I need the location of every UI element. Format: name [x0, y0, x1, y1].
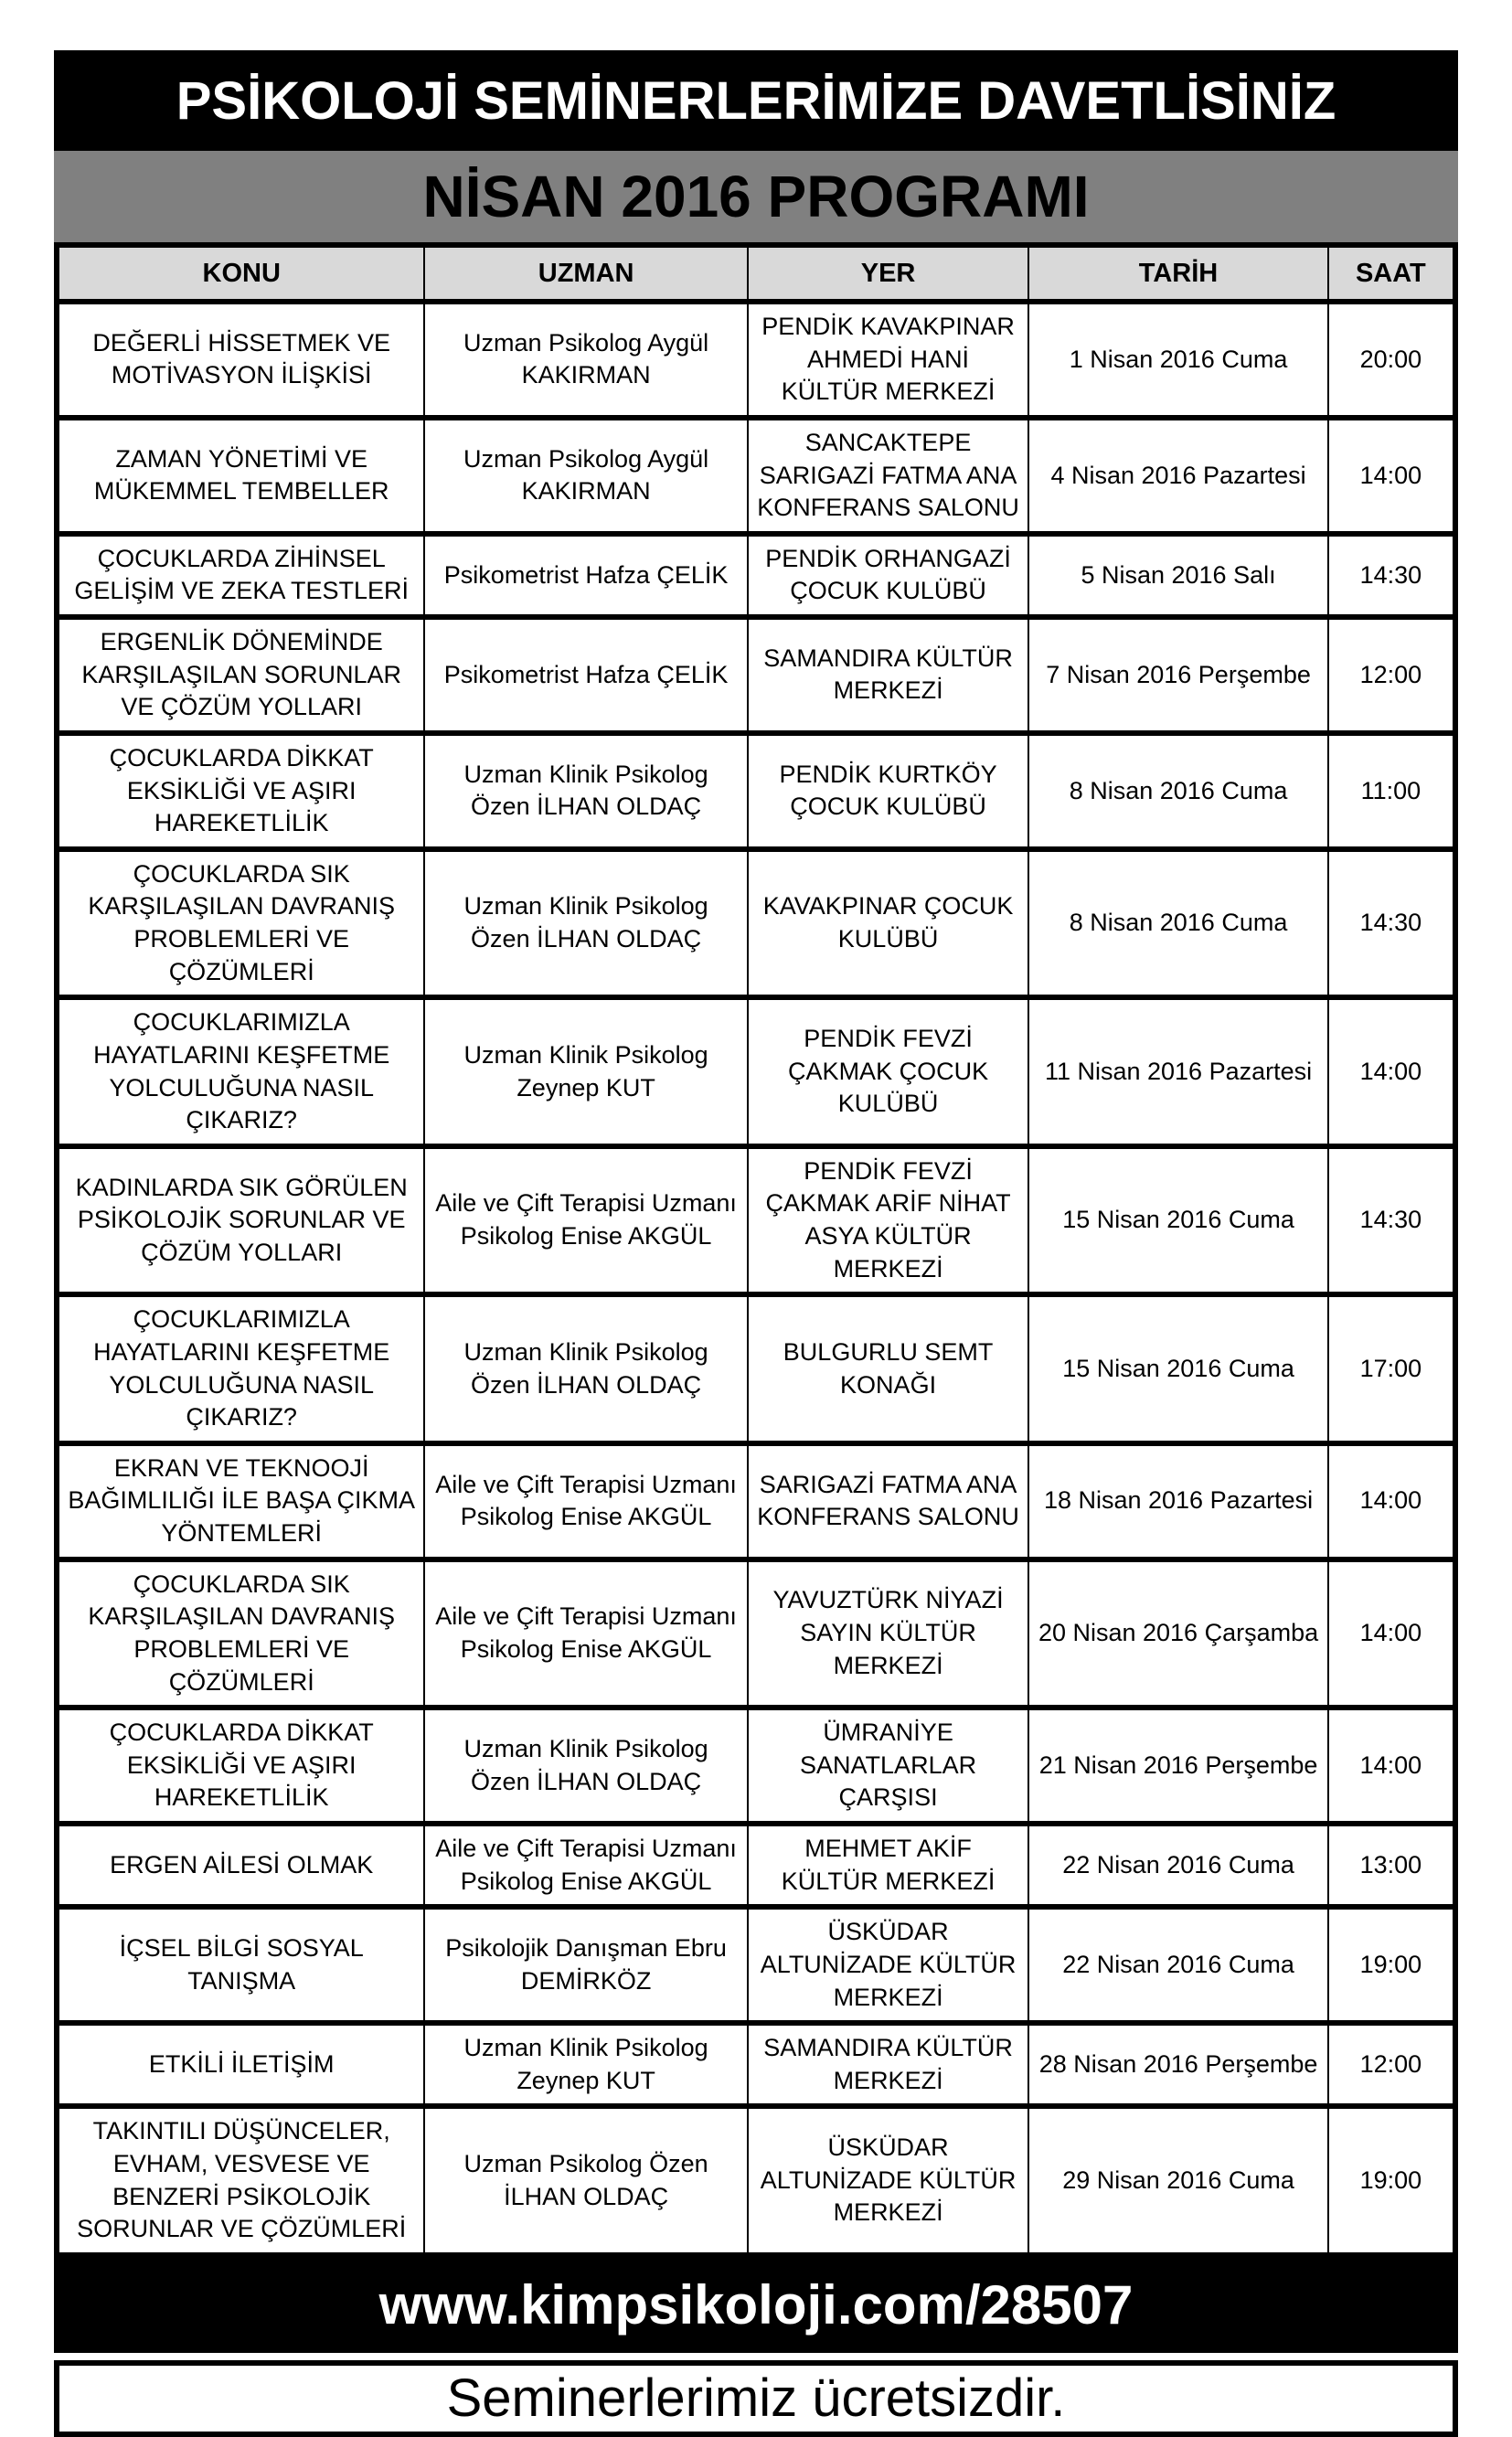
column-header-uzman: UZMAN: [424, 245, 747, 302]
cell-konu: ÇOCUKLARIMIZLA HAYATLARINI KEŞFETME YOLCULUĞUNA NASIL ÇIKARIZ?: [57, 1294, 424, 1443]
cell-tarih: 8 Nisan 2016 Cuma: [1028, 733, 1327, 849]
cell-saat: 12:00: [1328, 2023, 1455, 2106]
cell-yer: YAVUZTÜRK NİYAZİ SAYIN KÜLTÜR MERKEZİ: [748, 1559, 1029, 1708]
header-row: [57, 245, 1455, 302]
table-row: [57, 1907, 1455, 2023]
cell-uzman: Uzman Klinik Psikolog Özen İLHAN OLDAÇ: [424, 1708, 747, 1824]
cell-konu: ERGENLİK DÖNEMİNDE KARŞILAŞILAN SORUNLAR VE ÇÖZÜM YOLLARI: [57, 617, 424, 733]
cell-konu: ÇOCUKLARDA SIK KARŞILAŞILAN DAVRANIŞ PROBLEMLERİ VE ÇÖZÜMLERİ: [57, 849, 424, 998]
title-banner: [54, 50, 1458, 151]
cell-uzman: Uzman Klinik Psikolog Zeynep KUT: [424, 997, 747, 1146]
table-row: [57, 418, 1455, 534]
cell-saat: 19:00: [1328, 2106, 1455, 2255]
cell-yer: PENDİK FEVZİ ÇAKMAK ARİF NİHAT ASYA KÜLTÜR MERKEZİ: [748, 1146, 1029, 1295]
free-note-banner: [54, 2360, 1458, 2437]
cell-konu: DEĞERLİ HİSSETMEK VE MOTİVASYON İLİŞKİSİ: [57, 302, 424, 418]
cell-tarih: 20 Nisan 2016 Çarşamba: [1028, 1559, 1327, 1708]
cell-yer: KAVAKPINAR ÇOCUK KULÜBÜ: [748, 849, 1029, 998]
cell-yer: SANCAKTEPE SARIGAZİ FATMA ANA KONFERANS SALONU: [748, 418, 1029, 534]
cell-uzman: Uzman Psikolog Aygül KAKIRMAN: [424, 302, 747, 418]
cell-tarih: 28 Nisan 2016 Perşembe: [1028, 2023, 1327, 2106]
website-banner: [54, 2258, 1458, 2353]
cell-saat: 12:00: [1328, 617, 1455, 733]
cell-yer: PENDİK FEVZİ ÇAKMAK ÇOCUK KULÜBÜ: [748, 997, 1029, 1146]
table-row: [57, 1294, 1455, 1443]
table-row: [57, 302, 1455, 418]
cell-yer: SAMANDIRA KÜLTÜR MERKEZİ: [748, 2023, 1029, 2106]
cell-konu: KADINLARDA SIK GÖRÜLEN PSİKOLOJİK SORUNLAR VE ÇÖZÜM YOLLARI: [57, 1146, 424, 1295]
cell-tarih: 22 Nisan 2016 Cuma: [1028, 1907, 1327, 2023]
table-row: [57, 1146, 1455, 1295]
cell-tarih: 1 Nisan 2016 Cuma: [1028, 302, 1327, 418]
cell-saat: 14:00: [1328, 418, 1455, 534]
column-header-saat: SAAT: [1328, 245, 1455, 302]
table-body: [57, 302, 1455, 2255]
cell-tarih: 15 Nisan 2016 Cuma: [1028, 1294, 1327, 1443]
cell-saat: 19:00: [1328, 1907, 1455, 2023]
table-row: [57, 1708, 1455, 1824]
cell-yer: PENDİK KAVAKPINAR AHMEDİ HANİ KÜLTÜR MERKEZİ: [748, 302, 1029, 418]
cell-uzman: Uzman Psikolog Özen İLHAN OLDAÇ: [424, 2106, 747, 2255]
cell-uzman: Aile ve Çift Terapisi Uzmanı Psikolog Enise AKGÜL: [424, 1443, 747, 1559]
cell-yer: PENDİK KURTKÖY ÇOCUK KULÜBÜ: [748, 733, 1029, 849]
cell-tarih: 11 Nisan 2016 Pazartesi: [1028, 997, 1327, 1146]
cell-uzman: Uzman Klinik Psikolog Özen İLHAN OLDAÇ: [424, 849, 747, 998]
cell-tarih: 15 Nisan 2016 Cuma: [1028, 1146, 1327, 1295]
cell-saat: 14:00: [1328, 997, 1455, 1146]
cell-saat: 13:00: [1328, 1824, 1455, 1907]
cell-tarih: 18 Nisan 2016 Pazartesi: [1028, 1443, 1327, 1559]
table-row: [57, 733, 1455, 849]
cell-yer: ÜSKÜDAR ALTUNİZADE KÜLTÜR MERKEZİ: [748, 1907, 1029, 2023]
cell-uzman: Aile ve Çift Terapisi Uzmanı Psikolog Enise AKGÜL: [424, 1559, 747, 1708]
cell-saat: 14:00: [1328, 1443, 1455, 1559]
cell-saat: 14:30: [1328, 849, 1455, 998]
cell-yer: PENDİK ORHANGAZİ ÇOCUK KULÜBÜ: [748, 534, 1029, 617]
cell-konu: TAKINTILI DÜŞÜNCELER, EVHAM, VESVESE VE BENZERİ PSİKOLOJİK SORUNLAR VE ÇÖZÜMLERİ: [57, 2106, 424, 2255]
cell-saat: 17:00: [1328, 1294, 1455, 1443]
cell-konu: ETKİLİ İLETİŞİM: [57, 2023, 424, 2106]
cell-saat: 14:00: [1328, 1559, 1455, 1708]
cell-uzman: Uzman Psikolog Aygül KAKIRMAN: [424, 418, 747, 534]
free-note-text: Seminerlerimiz ücretsizdir.: [446, 2368, 1066, 2429]
cell-uzman: Psikolojik Danışman Ebru DEMİRKÖZ: [424, 1907, 747, 2023]
cell-tarih: 29 Nisan 2016 Cuma: [1028, 2106, 1327, 2255]
column-header-yer: YER: [748, 245, 1029, 302]
cell-uzman: Aile ve Çift Terapisi Uzmanı Psikolog Enise AKGÜL: [424, 1824, 747, 1907]
cell-tarih: 8 Nisan 2016 Cuma: [1028, 849, 1327, 998]
cell-yer: SAMANDIRA KÜLTÜR MERKEZİ: [748, 617, 1029, 733]
cell-tarih: 21 Nisan 2016 Perşembe: [1028, 1708, 1327, 1824]
cell-tarih: 4 Nisan 2016 Pazartesi: [1028, 418, 1327, 534]
cell-saat: 11:00: [1328, 733, 1455, 849]
table-row: [57, 1559, 1455, 1708]
cell-saat: 14:30: [1328, 1146, 1455, 1295]
cell-saat: 20:00: [1328, 302, 1455, 418]
table-row: [57, 1824, 1455, 1907]
program-table: [54, 242, 1458, 2258]
cell-uzman: Uzman Klinik Psikolog Özen İLHAN OLDAÇ: [424, 733, 747, 849]
cell-konu: ÇOCUKLARDA DİKKAT EKSİKLİĞİ VE AŞIRI HAREKETLİLİK: [57, 1708, 424, 1824]
column-header-tarih: TARİH: [1028, 245, 1327, 302]
cell-saat: 14:00: [1328, 1708, 1455, 1824]
cell-yer: MEHMET AKİF KÜLTÜR MERKEZİ: [748, 1824, 1029, 1907]
cell-konu: ÇOCUKLARIMIZLA HAYATLARINI KEŞFETME YOLCULUĞUNA NASIL ÇIKARIZ?: [57, 997, 424, 1146]
table-row: [57, 1443, 1455, 1559]
cell-uzman: Aile ve Çift Terapisi Uzmanı Psikolog Enise AKGÜL: [424, 1146, 747, 1295]
cell-saat: 14:30: [1328, 534, 1455, 617]
cell-tarih: 7 Nisan 2016 Perşembe: [1028, 617, 1327, 733]
table-row: [57, 617, 1455, 733]
cell-konu: EKRAN VE TEKNOOJİ BAĞIMLILIĞI İLE BAŞA ÇIKMA YÖNTEMLERİ: [57, 1443, 424, 1559]
flyer-subtitle: NİSAN 2016 PROGRAMI: [422, 164, 1090, 229]
table-row: [57, 2023, 1455, 2106]
column-header-konu: KONU: [57, 245, 424, 302]
cell-yer: ÜMRANİYE SANATLARLAR ÇARŞISI: [748, 1708, 1029, 1824]
cell-konu: ERGEN AİLESİ OLMAK: [57, 1824, 424, 1907]
cell-uzman: Psikometrist Hafza ÇELİK: [424, 617, 747, 733]
cell-uzman: Uzman Klinik Psikolog Özen İLHAN OLDAÇ: [424, 1294, 747, 1443]
cell-yer: SARIGAZİ FATMA ANA KONFERANS SALONU: [748, 1443, 1029, 1559]
cell-tarih: 22 Nisan 2016 Cuma: [1028, 1824, 1327, 1907]
cell-konu: İÇSEL BİLGİ SOSYAL TANIŞMA: [57, 1907, 424, 2023]
cell-uzman: Psikometrist Hafza ÇELİK: [424, 534, 747, 617]
cell-yer: BULGURLU SEMT KONAĞI: [748, 1294, 1029, 1443]
cell-konu: ÇOCUKLARDA ZİHİNSEL GELİŞİM VE ZEKA TESTLERİ: [57, 534, 424, 617]
subtitle-banner: [54, 151, 1458, 242]
cell-uzman: Uzman Klinik Psikolog Zeynep KUT: [424, 2023, 747, 2106]
table-row: [57, 2106, 1455, 2255]
cell-konu: ÇOCUKLARDA SIK KARŞILAŞILAN DAVRANIŞ PROBLEMLERİ VE ÇÖZÜMLERİ: [57, 1559, 424, 1708]
website-url: www.kimpsikoloji.com/28507: [378, 2274, 1134, 2336]
cell-tarih: 5 Nisan 2016 Salı: [1028, 534, 1327, 617]
table-row: [57, 534, 1455, 617]
table-row: [57, 849, 1455, 998]
flyer-title: PSİKOLOJİ SEMİNERLERİMİZE DAVETLİSİNİZ: [176, 70, 1336, 131]
cell-konu: ÇOCUKLARDA DİKKAT EKSİKLİĞİ VE AŞIRI HAREKETLİLİK: [57, 733, 424, 849]
cell-yer: ÜSKÜDAR ALTUNİZADE KÜLTÜR MERKEZİ: [748, 2106, 1029, 2255]
table-row: [57, 997, 1455, 1146]
cell-konu: ZAMAN YÖNETİMİ VE MÜKEMMEL TEMBELLER: [57, 418, 424, 534]
